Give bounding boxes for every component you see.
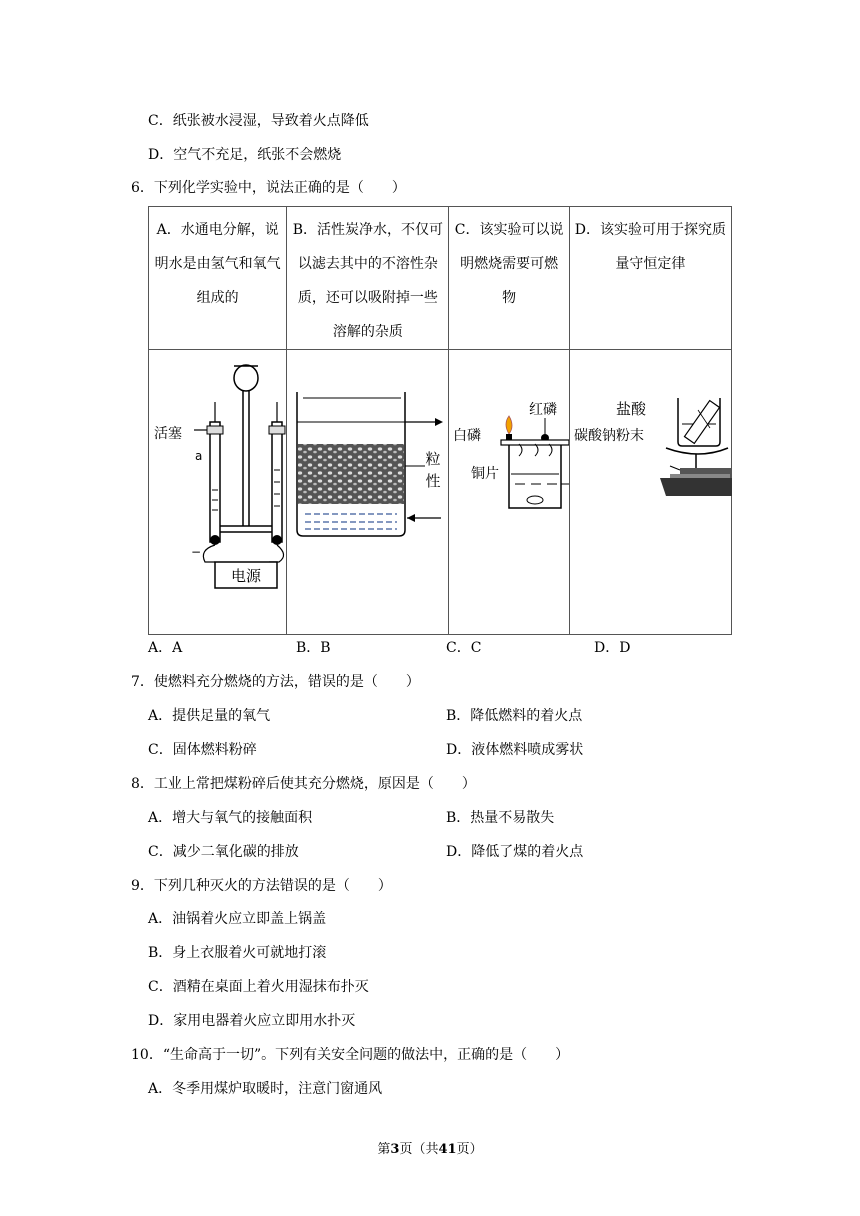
balance-diagram	[570, 350, 732, 634]
combustion-diagram	[449, 350, 569, 634]
q8-stem: 8．工业上常把煤粉碎后使其充分燃烧，原因是（ ）	[131, 776, 476, 792]
q10-option-a: A．冬季用煤炉取暖时，注意门窗通风	[148, 1081, 383, 1097]
q6-option-c: C．C	[446, 640, 482, 656]
q9-option-a: A．油锅着火应立即盖上锅盖	[148, 911, 327, 927]
q8-option-d: D．降低了煤的着火点	[446, 844, 584, 860]
q6-cell-c	[449, 207, 569, 350]
tube-a-label: a	[195, 449, 203, 463]
electrolysis-figure	[149, 350, 287, 635]
q9-option-b: B．身上衣服着火可就地打滚	[148, 945, 327, 961]
q6-cell-d-text: D．该实验可用于探究质量守恒定律	[574, 222, 727, 272]
q6-cell-a-text: A．水通电分解，说明水是由氢气和氧气组成的	[154, 222, 281, 306]
powder-label: 碳酸钠粉末	[573, 428, 644, 444]
q6-option-b: B．B	[296, 640, 331, 656]
q9-option-d: D．家用电器着火应立即用水扑灭	[148, 1013, 356, 1029]
carbon-filter-diagram	[287, 350, 449, 634]
power-label: 电源	[230, 567, 262, 585]
q6-cell-d	[569, 207, 731, 350]
q6-cell-b-text: B．活性炭净水，不仅可以滤去其中的不溶性杂质，还可以吸附掉一些溶解的杂质	[292, 222, 444, 340]
q7-stem: 7．使燃料充分燃烧的方法，错误的是（ ）	[131, 674, 420, 690]
balance-figure	[569, 350, 731, 635]
q6-table	[148, 206, 732, 635]
q8-option-c: C．减少二氧化碳的排放	[148, 844, 299, 860]
q9-stem: 9．下列几种灭火的方法错误的是（ ）	[131, 878, 392, 894]
q8-option-a: A．增大与氧气的接触面积	[148, 810, 313, 826]
q6-stem: 6．下列化学实验中，说法正确的是（ ）	[131, 180, 406, 196]
q5-option-c: C．纸张被水浸湿，导致着火点降低	[148, 113, 369, 129]
footer-mid: 页（共	[399, 1142, 439, 1157]
q8-option-b: B．热量不易散失	[446, 810, 555, 826]
grain-label-2: 性	[425, 472, 441, 490]
footer-prefix: 第	[377, 1142, 391, 1157]
q10-stem: 10．“生命高于一切”。下列有关安全问题的做法中，正确的是（ ）	[131, 1047, 570, 1063]
acid-label: 盐酸	[615, 400, 646, 418]
electrolysis-diagram	[149, 350, 287, 634]
q6-option-d: D．D	[594, 640, 631, 656]
page-footer	[0, 1138, 860, 1157]
q6-cell-c-text: C．该实验可以说明燃烧需要可燃物	[454, 222, 564, 306]
footer-suffix: 页）	[456, 1142, 483, 1157]
q7-option-b: B．降低燃料的着火点	[446, 708, 583, 724]
grain-label-1: 粒	[425, 450, 441, 468]
copper-plate-label: 铜片	[471, 466, 500, 482]
red-phosphorus-label: 红磷	[529, 402, 558, 418]
q6-cell-b	[287, 207, 449, 350]
minus-label: −	[191, 545, 202, 559]
q5-option-d: D．空气不充足，纸张不会燃烧	[148, 147, 342, 163]
q9-option-c: C．酒精在桌面上着火用湿抹布扑灭	[148, 979, 369, 995]
footer-total-pages: 41	[438, 1142, 457, 1157]
filter-figure	[287, 350, 449, 635]
white-phosphorus-label: 白磷	[453, 428, 482, 444]
q6-cell-a	[149, 207, 287, 350]
q7-option-c: C．固体燃料粉碎	[148, 742, 257, 758]
valve-label: 活塞	[154, 426, 182, 442]
footer-page-number: 3	[390, 1142, 400, 1157]
q7-option-d: D．液体燃料喷成雾状	[446, 742, 584, 758]
q6-option-a: A．A	[148, 640, 183, 656]
q7-option-a: A．提供足量的氧气	[148, 708, 271, 724]
combustion-figure	[449, 350, 569, 635]
